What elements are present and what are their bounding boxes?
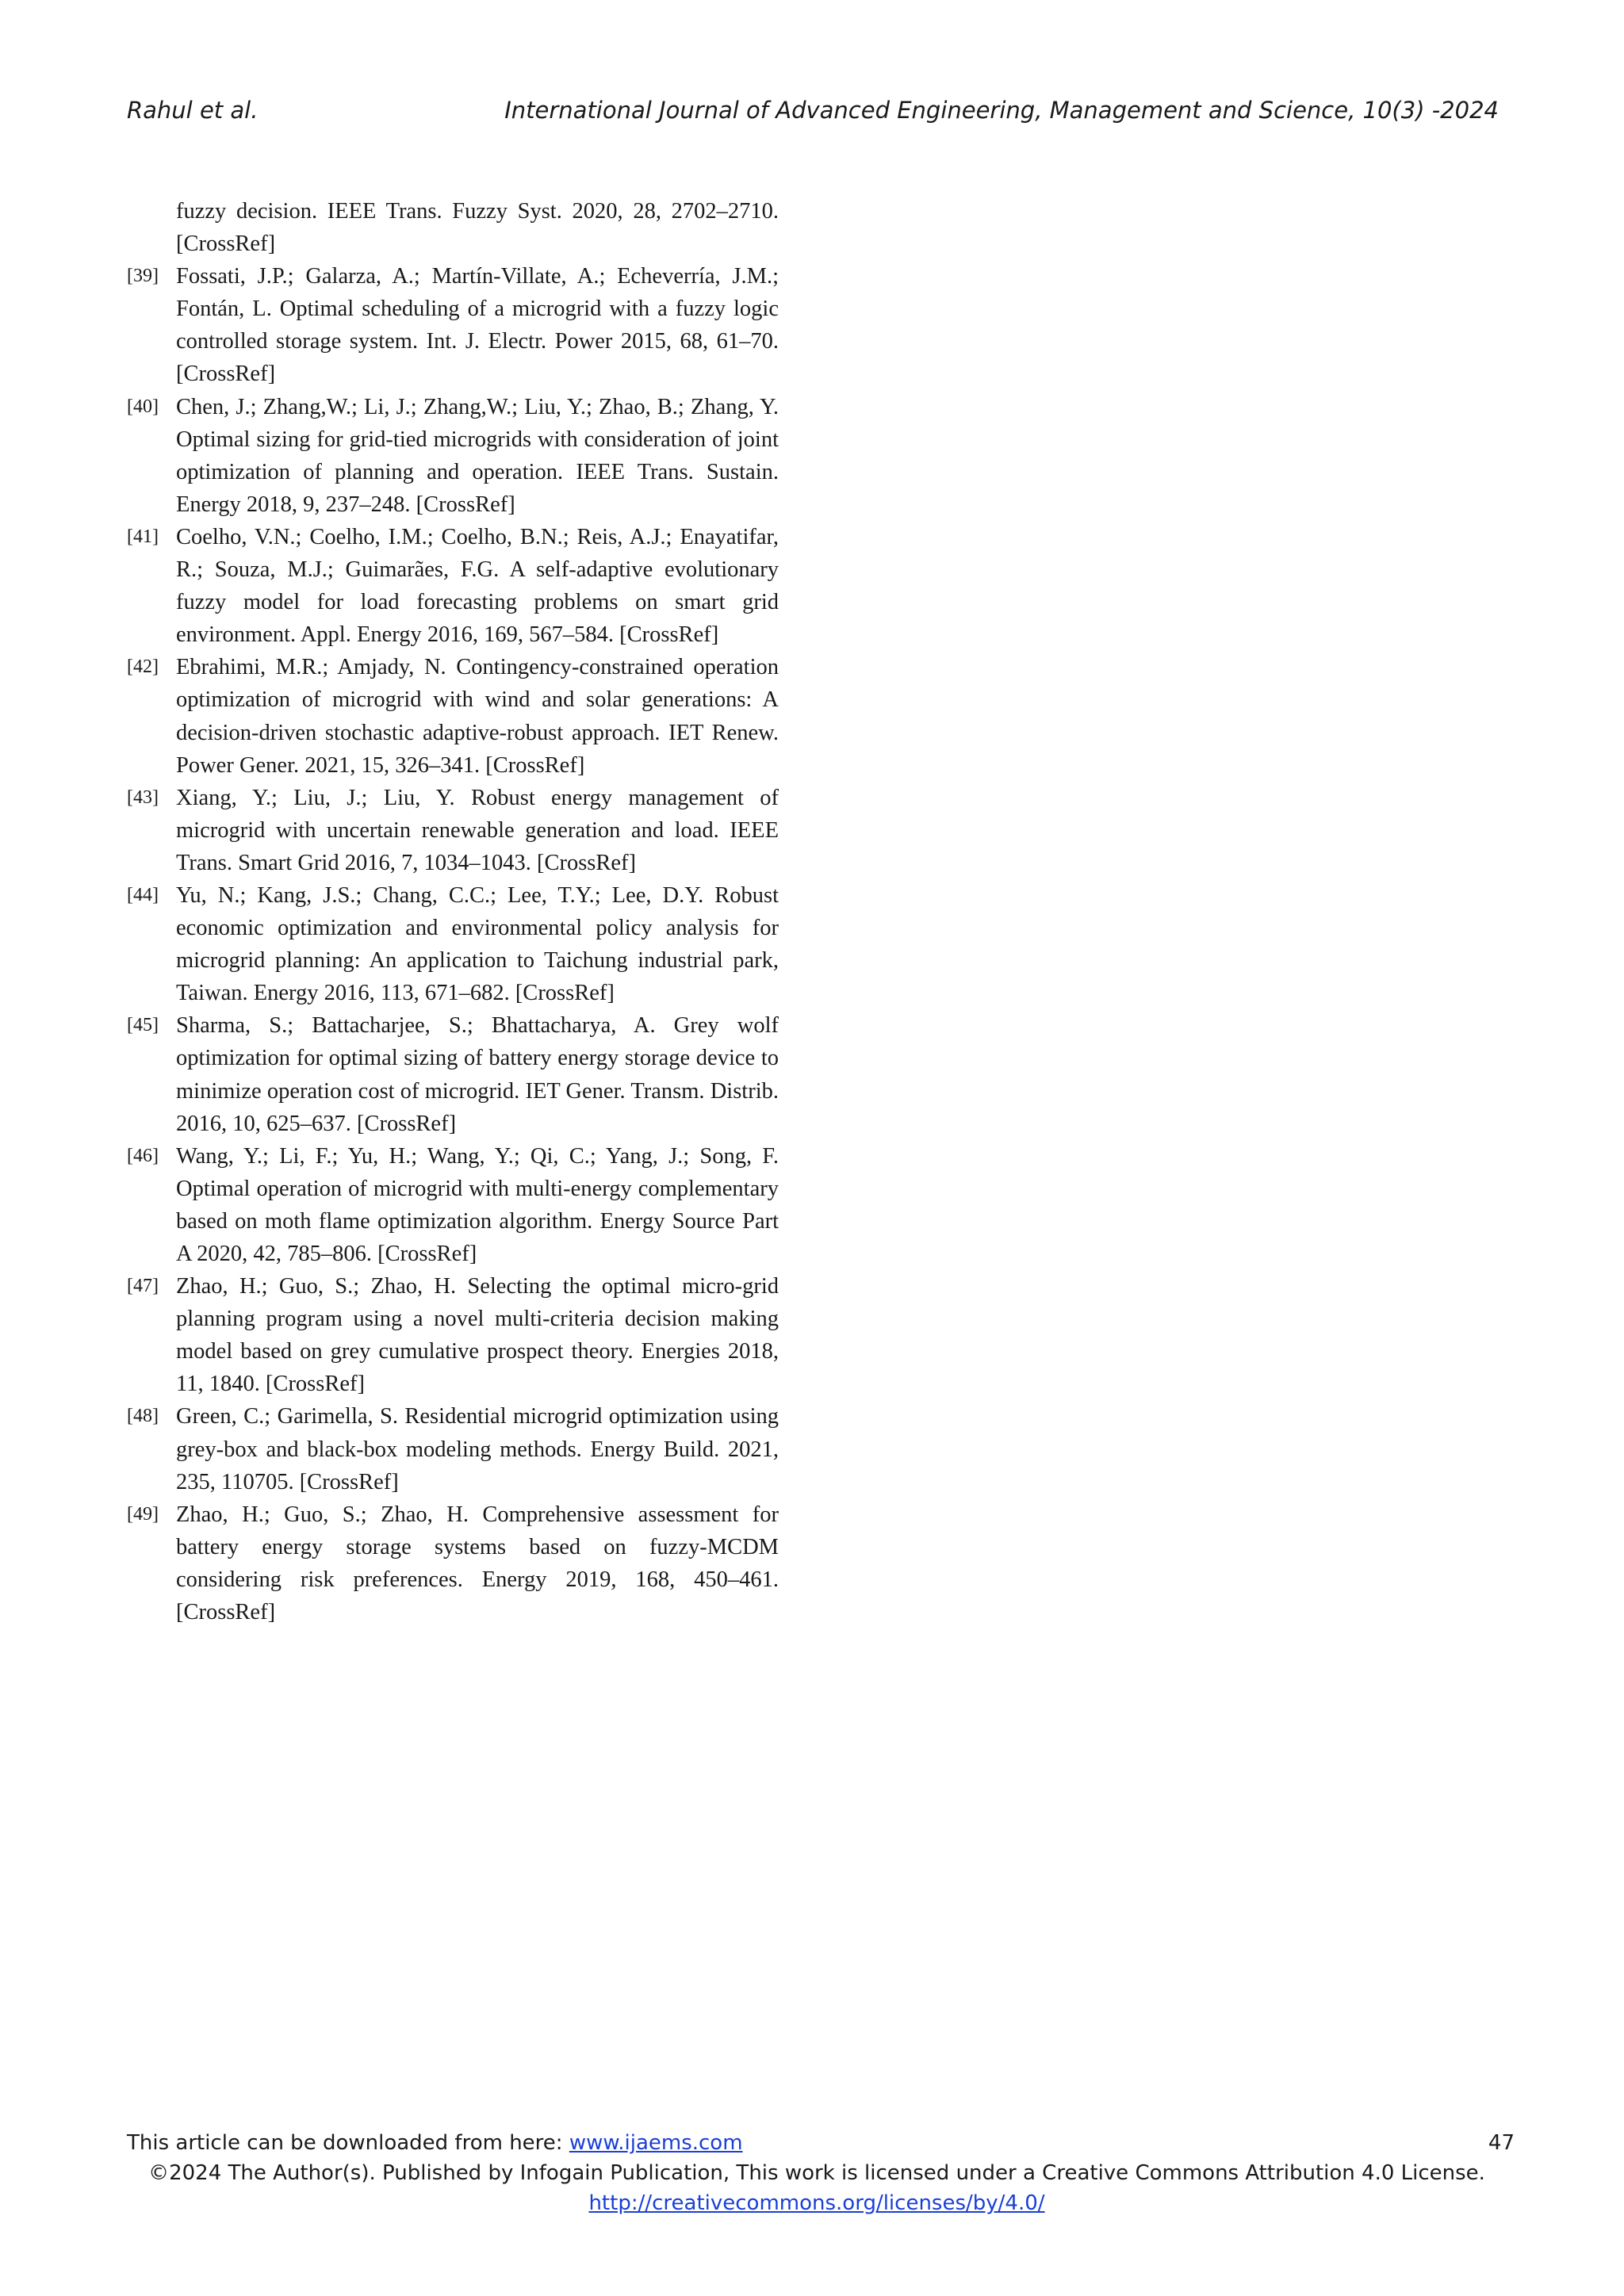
reference-text: Xiang, Y.; Liu, J.; Liu, Y. Robust energy management of microgrid with uncertain renewable generation and load. IEEE Trans. Smart Grid 2016, 7, 1034–1043. [CrossRef] bbox=[176, 785, 779, 875]
reference-number: [46] bbox=[127, 1145, 159, 1166]
reference-item bbox=[127, 1270, 779, 1400]
page-header bbox=[127, 97, 1499, 136]
running-author: Rahul et al. bbox=[127, 97, 259, 124]
reference-number: [40] bbox=[127, 396, 159, 417]
footer-license-text: ©2024 The Author(s). Published by Infogain Publication, This work is licensed under a Creative Commons Attribution 4.0 License. bbox=[148, 2161, 1485, 2185]
reference-item bbox=[127, 260, 779, 390]
footer-download-prefix: This article can be downloaded from here: bbox=[127, 2131, 569, 2155]
reference-item bbox=[127, 1009, 779, 1139]
reference-text: Yu, N.; Kang, J.S.; Chang, C.C.; Lee, T.Y.; Lee, D.Y. Robust economic optimization and environmental policy analysis for microgrid planning: An application to Taichung industrial park, Taiwan. Energy 2016, 113, 671–682. [CrossRef] bbox=[176, 882, 779, 1006]
page-number: 47 bbox=[1488, 2131, 1515, 2155]
reference-number: [41] bbox=[127, 526, 159, 547]
reference-text: Coelho, V.N.; Coelho, I.M.; Coelho, B.N.; Reis, A.J.; Enayatifar, R.; Souza, M.J.; Guimarães, F.G. A self-adaptive evolutionary fuzzy model for load forecasting problems on smart grid environment. Appl. Energy 2016, 169, 567–584. [CrossRef] bbox=[176, 524, 779, 648]
reference-text: Ebrahimi, M.R.; Amjady, N. Contingency-constrained operation optimization of microgrid with wind and solar generations: A decision-driven stochastic adaptive-robust approach. IET Renew. Power Gener. 2021, 15, 326–341. [CrossRef] bbox=[176, 655, 779, 778]
reference-text: Fossati, J.P.; Galarza, A.; Martín-Villate, A.; Echeverría, J.M.; Fontán, L. Optimal scheduling of a microgrid with a fuzzy logic controlled storage system. Int. J. Electr. Power 2015, 68, 61–70. [CrossRef] bbox=[176, 264, 779, 387]
reference-number: [45] bbox=[127, 1015, 159, 1036]
page-footer bbox=[127, 2128, 1515, 2218]
reference-text: Chen, J.; Zhang,W.; Li, J.; Zhang,W.; Liu, Y.; Zhao, B.; Zhang, Y. Optimal sizing for grid-tied microgrids with consideration of joint optimization of planning and operation. IEEE Trans. Sustain. Energy 2018, 9, 237–248. [CrossRef] bbox=[176, 394, 779, 517]
reference-list bbox=[127, 195, 779, 1628]
reference-number: [39] bbox=[127, 266, 159, 287]
footer-download-line bbox=[127, 2128, 1515, 2158]
reference-text: Sharma, S.; Battacharjee, S.; Bhattacharya, A. Grey wolf optimization for optimal sizing of battery energy storage device to minimize operation cost of microgrid. IET Gener. Transm. Distrib. 2016, 10, 625–637. [CrossRef] bbox=[176, 1013, 779, 1136]
reference-text: Zhao, H.; Guo, S.; Zhao, H. Comprehensive assessment for battery energy storage systems based on fuzzy-MCDM considering risk preferences. Energy 2019, 168, 450–461. [CrossRef] bbox=[176, 1502, 779, 1625]
journal-website-link[interactable]: www.ijaems.com bbox=[569, 2131, 743, 2155]
reference-item bbox=[127, 879, 779, 1009]
reference-item bbox=[127, 1140, 779, 1270]
footer-download-text bbox=[127, 2128, 743, 2158]
reference-text: Green, C.; Garimella, S. Residential microgrid optimization using grey-box and black-box modeling methods. Energy Build. 2021, 235, 110705. [CrossRef] bbox=[176, 1404, 779, 1494]
reference-text: Zhao, H.; Guo, S.; Zhao, H. Selecting the optimal micro-grid planning program using a novel multi-criteria decision making model based on grey cumulative prospect theory. Energies 2018, 11, 1840. [CrossRef] bbox=[176, 1274, 779, 1397]
reference-item bbox=[127, 651, 779, 781]
reference-item bbox=[127, 1400, 779, 1498]
reference-item bbox=[127, 195, 779, 260]
running-journal-title: International Journal of Advanced Engineering, Management and Science, 10(3) -2024 bbox=[504, 97, 1499, 124]
reference-text: fuzzy decision. IEEE Trans. Fuzzy Syst. 2020, 28, 2702–2710. [CrossRef] bbox=[176, 199, 779, 257]
reference-item bbox=[127, 1498, 779, 1628]
reference-number: [44] bbox=[127, 884, 159, 905]
footer-license-line bbox=[127, 2188, 1507, 2218]
reference-number: [42] bbox=[127, 656, 159, 678]
license-link[interactable]: http://creativecommons.org/licenses/by/4.0/ bbox=[588, 2191, 1045, 2215]
reference-item bbox=[127, 391, 779, 521]
reference-number: [48] bbox=[127, 1406, 159, 1427]
reference-text: Wang, Y.; Li, F.; Yu, H.; Wang, Y.; Qi, C.; Yang, J.; Song, F. Optimal operation of microgrid with multi-energy complementary based on moth flame optimization algorithm. Energy Source Part A 2020, 42, 785–806. [CrossRef] bbox=[176, 1143, 779, 1266]
reference-number: [43] bbox=[127, 786, 159, 808]
reference-item bbox=[127, 521, 779, 651]
reference-number: [49] bbox=[127, 1503, 159, 1525]
reference-item bbox=[127, 782, 779, 879]
reference-number: [47] bbox=[127, 1276, 159, 1297]
